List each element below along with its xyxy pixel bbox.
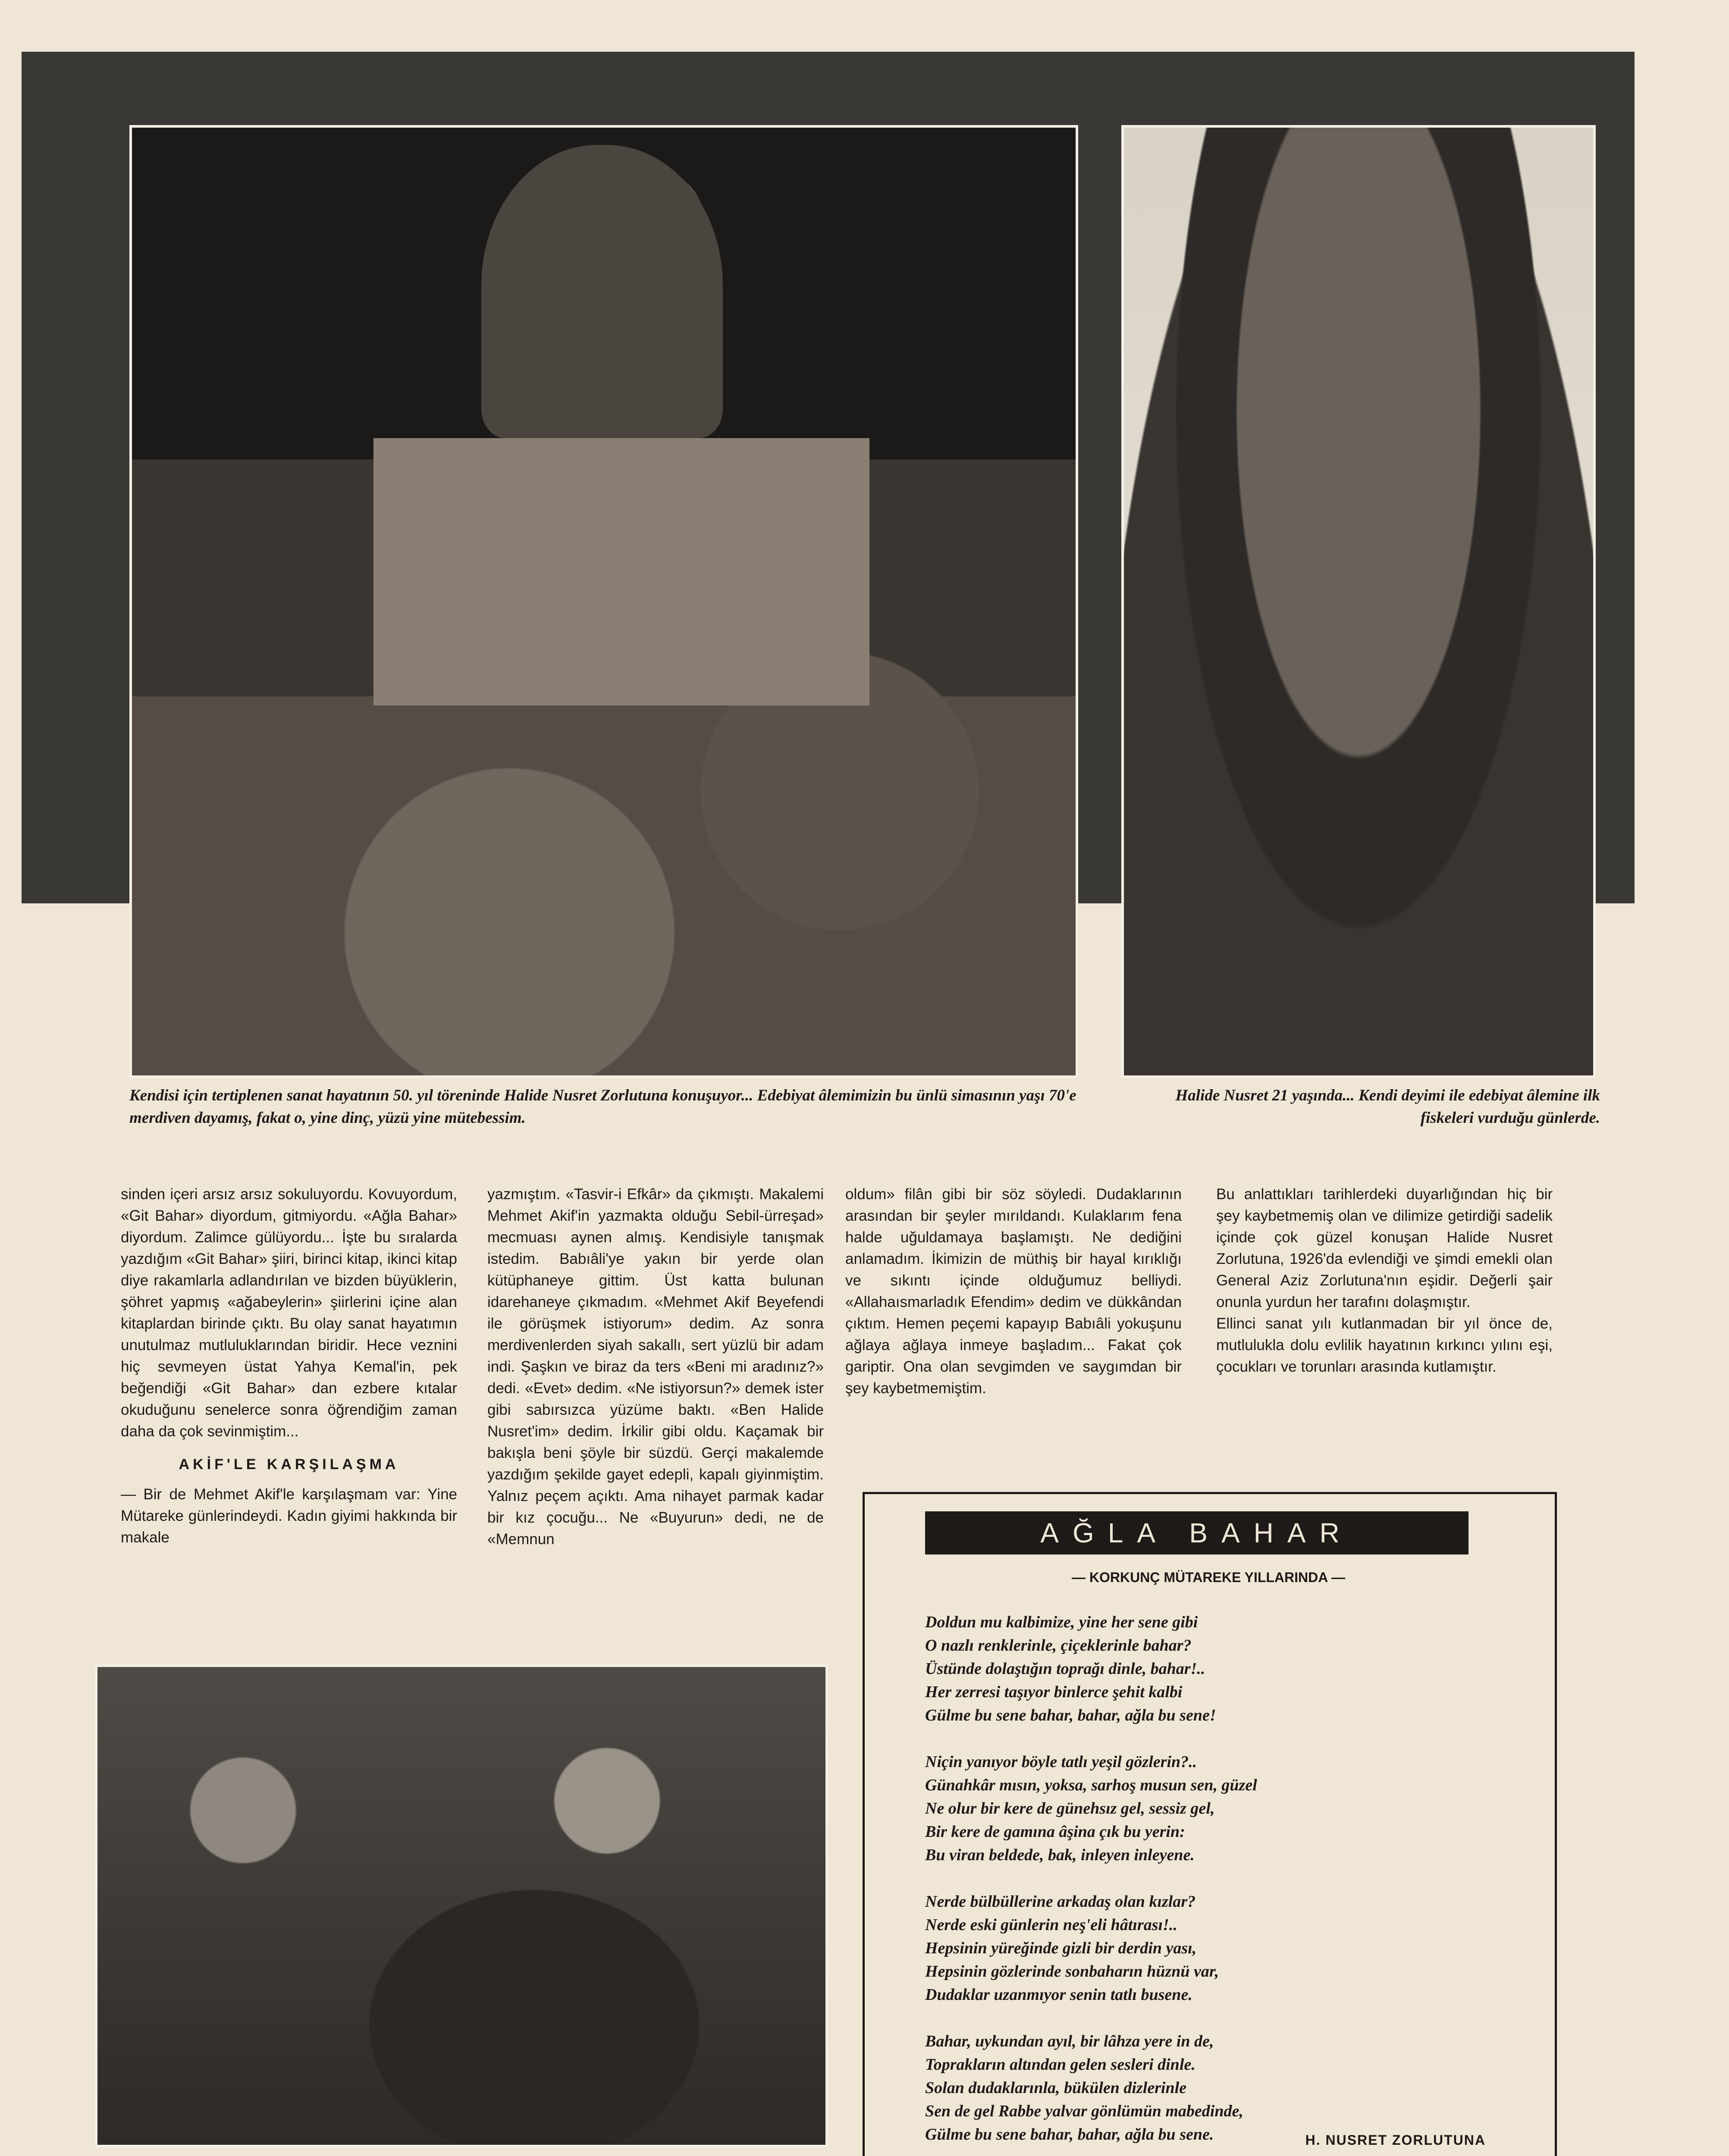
poem-line: Gülme bu sene bahar, bahar, ağla bu sene! [925, 1706, 1216, 1724]
article-paragraph: Ellinci sanat yılı kutlanmadan bir yıl önce de, mutlulukla dolu evlilik hayatının kırkıncı yılını eşi, çocukları ve torunları arasında kutlamıştır. [1216, 1315, 1553, 1375]
family-photo [95, 1664, 828, 2147]
article-paragraph: oldum» filân gibi bir söz söyledi. Dudaklarının arasından bir şeyler mırıldandı. Kulaklarım fena halde uğuldamaya başlamıştı. Ne dediğini anlamadım. İkimizin de müthiş bir hayal kırıklığı ve sıkıntı içinde olduğumuz belliydi. «Allahaısmarladık Efendim» dedim ve dükkândan çıktım. Hemen peçemi kapayıp Babıâli yokuşunu ağlaya ağlaya inmeye başladım... Fakat çok gariptir. Ona olan sevgimden ve saygımdan bir şey kaybetmemiştim. [845, 1186, 1182, 1397]
poem-title: AĞLA BAHAR [925, 1511, 1469, 1554]
article-paragraph: sinden içeri arsız arsız sokuluyordu. Kovuyordum, «Git Bahar» diyordum, gitmiyordu. «Ağla Bahar» diyordum. Zalimce gülüyordu... İşte bu sıralarda yazdığım «Git Bahar» şiiri, birinci kitap, ikinci kitap diye rakamlarla adlandırılan ve bizden büyüklerin, şöhret yapmış «ağabeylerin» şiirlerini içine alan kitaplardan birinde çıktı. Bu olay sanat hayatımın unutulmaz mutluluklarından biridir. Hece veznini hiç sevmeyen üstat Yahya Kemal'in, pek beğendiği «Git Bahar» dan ezbere kıtalar okuduğunu senelerce sonra öğrendiğim zaman daha da çok sevinmiştim... [121, 1186, 457, 1440]
speaker-figure [481, 145, 723, 438]
poem-line: Üstünde dolaştığın toprağı dinle, bahar!.. [925, 1660, 1205, 1678]
poem-line: Nerde bülbüllerine arkadaş olan kızlar? [925, 1893, 1196, 1911]
article-column-2 [487, 1184, 824, 1550]
poem-line: Toprakların altından gelen sesleri dinle. [925, 2056, 1196, 2074]
poem-line: Gülme bu sene bahar, bahar, ağla bu sene. [925, 2125, 1214, 2143]
poem-line: Doldun mu kalbimize, yine her sene gibi [925, 1613, 1198, 1631]
poem-line: Günahkâr mısın, yoksa, sarhoş musun sen, güzel [925, 1776, 1257, 1794]
poem-line: Niçin yanıyor böyle tatlı yeşil gözlerin?.. [925, 1753, 1197, 1771]
poem-line: Ne olur bir kere de günehsız gel, sessiz gel, [925, 1799, 1215, 1818]
poem-line: Her zerresi taşıyor binlerce şehit kalbi [925, 1683, 1183, 1701]
article-paragraph: — Bir de Mehmet Akif'le karşılaşmam var: Yine Mütareke günlerindeydi. Kadın giyimi hakkında bir makale [121, 1486, 457, 1546]
portrait-caption: Halide Nusret 21 yaşında... Kendi deyimi ile edebiyat âlemine ilk fiskeleri vurduğu günlerde. [1175, 1087, 1600, 1127]
poem-stanza [925, 2030, 1499, 2146]
article-paragraph: Bu anlattıkları tarihlerdeki duyarlığından hiç bir şey kaybetmemiş olan ve dilimize getirdiği sadelik içinde çok güzel konuşan Halide Nusret Zorlutuna, 1926'da evlendiği ve şimdi emekli olan General Aziz Zorlutuna'nın eşidir. Değerli şair onunla yurdun her tarafını dolaşmıştır. [1216, 1186, 1553, 1310]
poem-box [863, 1492, 1557, 2156]
podium [373, 438, 869, 705]
poem-line: Hepsinin yüreğinde gizli bir derdin yası, [925, 1939, 1197, 1957]
poem-stanza [925, 1611, 1499, 1727]
family-caption [95, 2154, 828, 2156]
poem-line: Bir kere de gamına âşina çık bu yerin: [925, 1823, 1185, 1841]
poem-line: Hepsinin gözlerinde sonbaharın hüznü var, [925, 1962, 1219, 1981]
poem-line: O nazlı renklerinle, çiçeklerinle bahar? [925, 1636, 1192, 1655]
poem-line: Dudaklar uzanmıyor senin tatlı busene. [925, 1986, 1192, 2004]
ceremony-caption: Kendisi için tertiplenen sanat hayatının 50. yıl töreninde Halide Nusret Zorlutuna konuşuyor... Edebiyat âlemimizin bu ünlü simasının yaşı 70'e merdiven dayamış, fakat o, yine dinç, yüzü yine mütebessim. [129, 1087, 1076, 1127]
poem-line: Bahar, uykundan ayıl, bir lâhza yere in de, [925, 2032, 1214, 2050]
article-column-1 [121, 1184, 457, 1548]
article-paragraph: yazmıştım. «Tasvir-i Efkâr» da çıkmıştı. Makalemi Mehmet Akif'in yazmakta olduğu Sebil-ürreşad» mecmuası aynen almış. Kendisiyle tanışmak istedim. Babıâli'ye yakın bir yerde olan kütüphaneye gittim. Üst katta bulunan idarehaneye çıkmadım. «Mehmet Akif Beyefendi ile görüşmek istiyorum» dedim. Az sonra merdivenlerden siyah sakallı, sert yüzlü bir adam indi. Şaşkın ve biraz da ters «Beni mi aradınız?» dedi. «Evet» dedim. «Ne istiyorsun?» demek ister gibi sabırsızca yüzüme baktı. «Ben Halide Nusret'im» dedim. İrkilir gibi oldu. Kaçamak bir bakışla beni şöyle bir süzdü. Gerçi makalemde yazdığım şekilde gayet edepli, kapalı giyinmiştim. Yalnız peçem açıktı. Ama nihayet parmak kadar bir kız çocuğu... Ne «Buyurun» dedi, ne de «Memnun [487, 1186, 824, 1548]
poem-stanza [925, 1890, 1499, 2006]
portrait-photo [1121, 125, 1596, 1078]
poem-line: Bu viran beldede, bak, inleyen inleyene. [925, 1846, 1195, 1864]
poem-line: Sen de gel Rabbe yalvar gönlümün mabedinde, [925, 2102, 1243, 2120]
ceremony-photo [129, 125, 1078, 1078]
poem-line: Nerde eski günlerin neş'eli hâtırası!.. [925, 1916, 1177, 1934]
article-subhead: AKİF'LE KARŞILAŞMA [179, 1456, 399, 1473]
article-column-4 [1216, 1184, 1553, 1378]
poem-body [925, 1611, 1499, 2156]
poem-line: Solan dudaklarınla, bükülen dizlerinle [925, 2079, 1187, 2097]
poem-stanza [925, 1750, 1499, 1867]
poem-author: H. NUSRET ZORLUTUNA [1305, 2132, 1486, 2148]
poem-subtitle: — KORKUNÇ MÜTAREKE YILLARINDA — [1072, 1570, 1346, 1585]
article-column-3 [845, 1184, 1182, 1399]
